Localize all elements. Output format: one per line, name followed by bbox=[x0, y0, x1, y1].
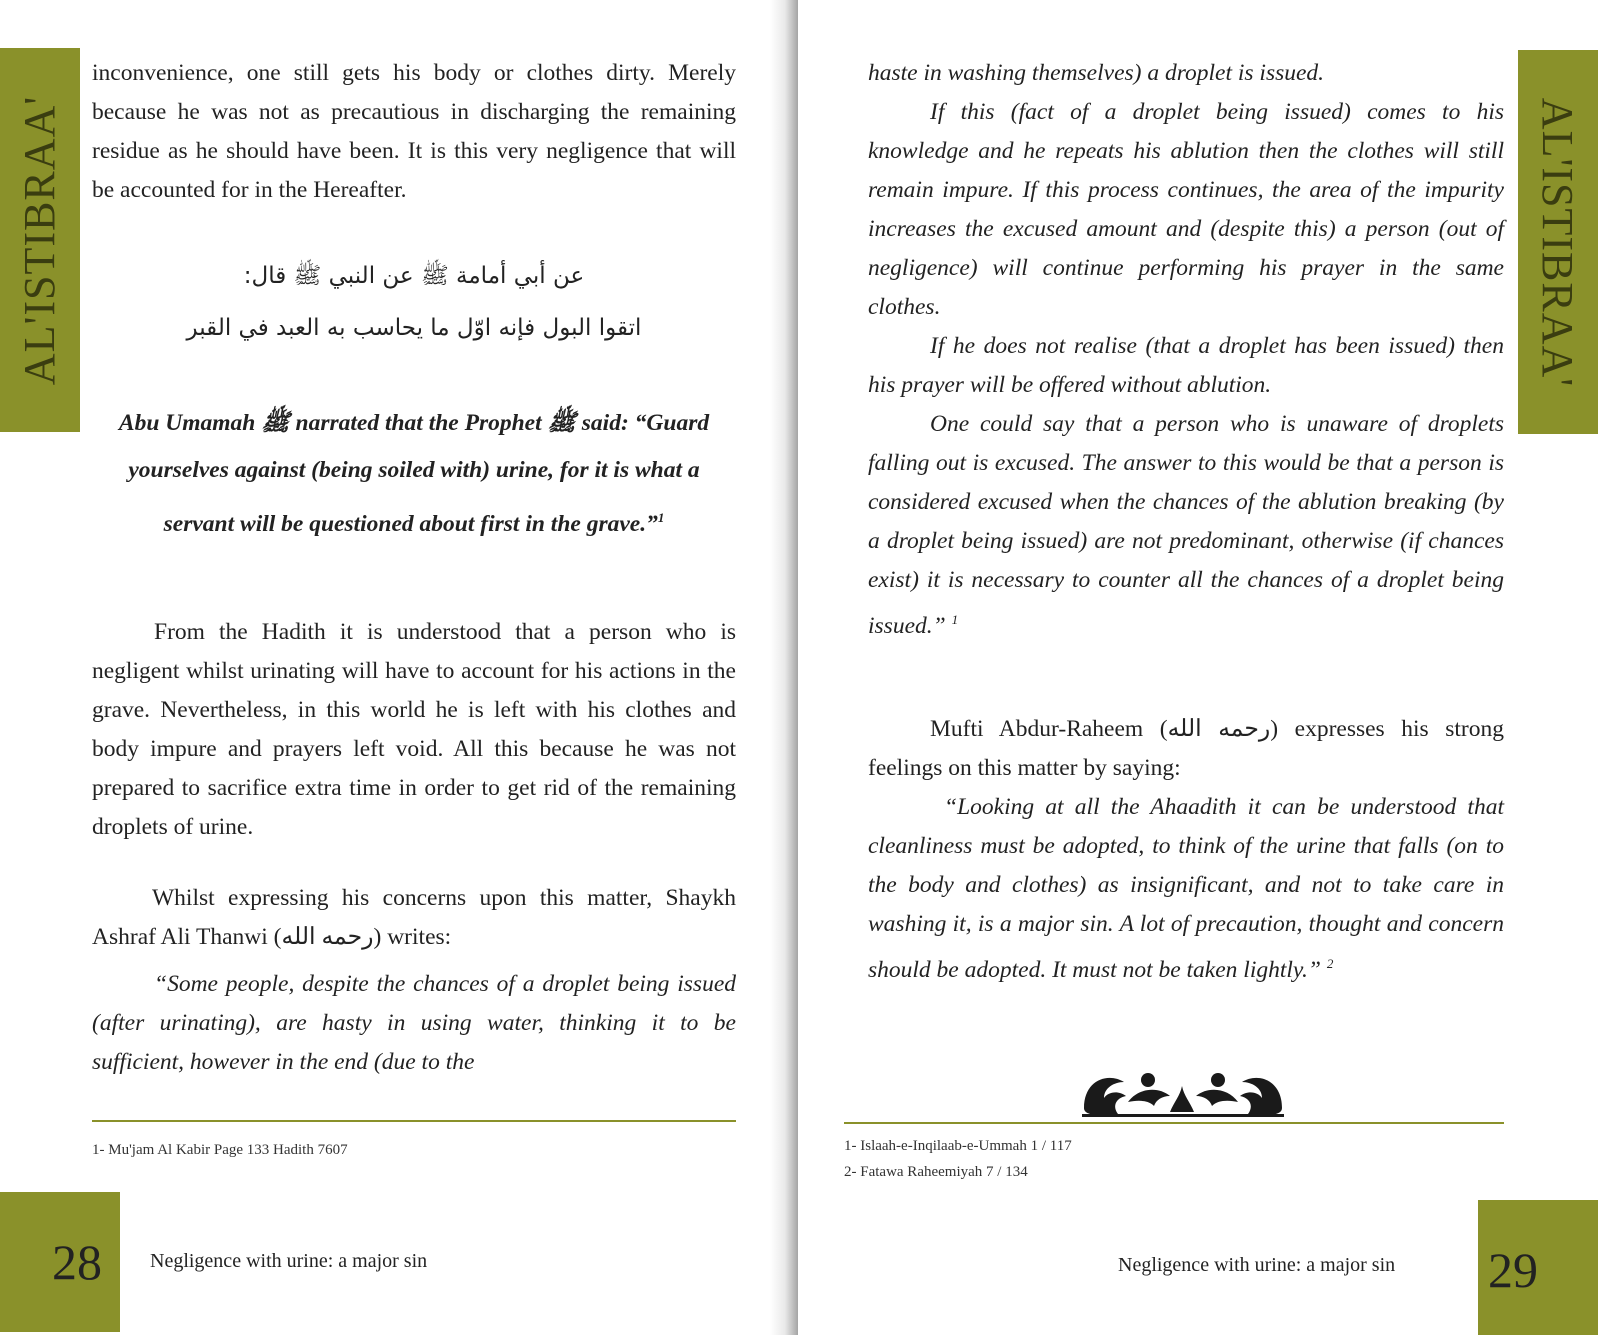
hadith-footnote-mark: 1 bbox=[657, 510, 665, 525]
left-paragraph-1: inconvenience, one still gets his body or clothes dirty. Merely because he was not as precautious in discharging the remaining residue as he should have been. It is this very negligence that will be accounted for in the Hereafter. bbox=[92, 60, 736, 203]
right-side-tab bbox=[1518, 50, 1598, 434]
right-footnote-2: 2- Fatawa Raheemiyah 7 / 134 bbox=[844, 1164, 1028, 1180]
left-page-number-tab bbox=[0, 1192, 120, 1332]
left-paragraph-2: From the Hadith it is understood that a person who is negligent whilst urinating will have to account for his actions in the grave. Nevertheless, in this world he is left with his clothes and body impure and prayers left void. All this because he was not prepared to sacrifice extra time in order to get rid of the remaining droplets of urine. bbox=[92, 619, 736, 840]
left-quote: “Some people, despite the chances of a droplet being issued (after urinating), are hasty in using water, thinking it to be sufficient, however in the end (due to the bbox=[92, 971, 736, 1075]
right-quote-p3: If he does not realise (that a droplet has been issued) then his prayer will be offered without ablution. bbox=[868, 333, 1504, 398]
left-side-tab bbox=[0, 48, 80, 432]
arabic-line-1: عن أبي أمامة ﷺ عن النبي ﷺ قال: bbox=[243, 263, 585, 289]
mufti-quote-mark: 2 bbox=[1326, 956, 1334, 971]
right-side-tab-label: AL'ISTIBRAA' bbox=[1533, 97, 1583, 387]
right-quote-p4: One could say that a person who is unaware of droplets falling out is excused. The answer to this would be that a person is considered excused when the chances of the ablution breaking (by a droplet being issued) are not predominant, otherwise (if chances exist) it is necessary to counter all the chances of a droplet being issued.” bbox=[868, 411, 1504, 639]
left-body bbox=[92, 613, 736, 1082]
right-quote-continuation: haste in washing themselves) a droplet is issued. bbox=[868, 60, 1325, 86]
left-paragraph-3: Whilst expressing his concerns upon this matter, Shaykh Ashraf Ali Thanwi (رحمه الله) writes: bbox=[92, 885, 736, 950]
right-quote-p2: If this (fact of a droplet being issued) comes to his knowledge and he repeats his ablution then the clothes will still remain impure. If this process continues, the area of the impurity increases the excused amount and (despite this) a person (out of negligence) will continue performing his prayer in the same clothes. bbox=[868, 99, 1504, 320]
left-page-number: 28 bbox=[52, 1234, 102, 1290]
left-intro-block bbox=[92, 54, 736, 210]
right-page-number: 29 bbox=[1488, 1242, 1538, 1298]
right-footnote-1: 1- Islaah-e-Inqilaab-e-Ummah 1 / 117 bbox=[844, 1138, 1072, 1154]
hadith-translation bbox=[104, 400, 724, 548]
mufti-quote: “Looking at all the Ahaadith it can be understood that cleanliness must be adopted, to think of the urine that falls (on to the body and clothes) as insignificant, and not to take care in washing it, is a major sin. A lot of precaution, thought and concern should be adopted. It must not be taken lightly.” bbox=[868, 794, 1504, 983]
right-quote-p4-mark: 1 bbox=[951, 612, 959, 627]
right-page-number-tab bbox=[1478, 1200, 1598, 1335]
hadith-translation-text: Abu Umamah ﷺ narrated that the Prophet ﷺ said: “Guard yourselves against (being soiled with) urine, for it is what a servant will be questioned about first in the grave.” bbox=[118, 410, 710, 537]
mufti-paragraph: Mufti Abdur-Raheem (رحمه الله) expresses his strong feelings on this matter by saying: bbox=[868, 716, 1504, 781]
left-footnote-rule bbox=[92, 1120, 736, 1122]
left-footnote-1: 1- Mu'jam Al Kabir Page 133 Hadith 7607 bbox=[92, 1142, 348, 1158]
floral-ornament-icon bbox=[1078, 1062, 1288, 1118]
right-page bbox=[798, 0, 1600, 1335]
arabic-hadith bbox=[92, 250, 736, 354]
arabic-line-2: اتقوا البول فإنه اوّل ما يحاسب به العبد في القبر bbox=[186, 315, 642, 341]
left-running-title: Negligence with urine: a major sin bbox=[150, 1250, 428, 1272]
right-quote-block bbox=[868, 54, 1504, 646]
right-footnote-rule bbox=[844, 1122, 1504, 1124]
right-running-title: Negligence with urine: a major sin bbox=[1118, 1254, 1396, 1276]
left-side-tab-label: AL'ISTIBRAA' bbox=[15, 95, 65, 385]
left-page bbox=[0, 0, 788, 1335]
right-mufti-block bbox=[868, 710, 1504, 990]
